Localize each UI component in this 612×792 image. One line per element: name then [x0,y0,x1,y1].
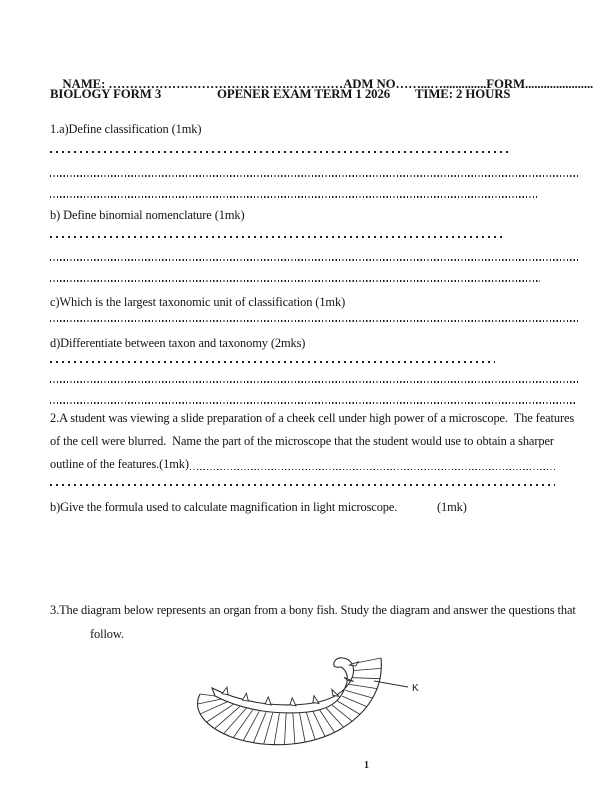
question-2b: b)Give the formula used to calculate magnification in light microscope. [50,500,398,514]
diagram-label-k: K [412,683,419,694]
question-1d: d)Differentiate between taxon and taxonomy (2mks) [50,336,306,350]
answer-dotted-line [50,320,580,322]
answer-dotted-line [50,484,555,486]
question-2-line2: of the cell were blurred. Name the part of the microscope that the student would use to obtain a sharper [50,434,554,448]
question-3-line1: 3.The diagram below represents an organ from a bony fish. Study the diagram and answer the questions that [50,603,576,617]
form-blank-dots: ...................... [524,77,594,91]
adm-no-label: ADM NO [343,77,396,91]
question-3-line2: follow. [90,627,124,641]
answer-dotted-line [50,236,505,238]
question-2-line3: outline of the features.(1mk) [50,457,189,471]
answer-dotted-line [190,469,555,471]
question-1a: 1.a)Define classification (1mk) [50,122,202,136]
name-blank-dots: …………………………………….…….…… [108,77,344,91]
course-title: BIOLOGY FORM 3 [50,87,162,101]
adm-no-blank-dots: ……...….............. [395,77,487,91]
name-label: NAME: [62,77,109,91]
question-2b-marks: (1mk) [437,500,467,514]
answer-dotted-line [50,381,580,383]
question-1c: c)Which is the largest taxonomic unit of classification (1mk) [50,295,346,309]
answer-dotted-line [50,175,578,177]
answer-dotted-line [50,151,510,153]
answer-dotted-line [50,259,580,261]
answer-dotted-line [50,361,495,363]
fish-gill-diagram [160,648,460,753]
answer-dotted-line [50,280,540,282]
question-2-line1: 2.A student was viewing a slide preparation of a cheek cell under high power of a microscope. The features [50,411,575,425]
answer-dotted-line [50,196,537,198]
exam-time: TIME: 2 HOURS [415,87,511,101]
form-label: FORM [486,77,525,91]
exam-title: OPENER EXAM TERM 1 2026 [217,87,391,101]
question-1b: b) Define binomial nomenclature (1mk) [50,208,245,222]
answer-dotted-line [50,402,575,404]
question-2-line3-row [50,456,555,472]
page-number: 1 [364,760,369,771]
